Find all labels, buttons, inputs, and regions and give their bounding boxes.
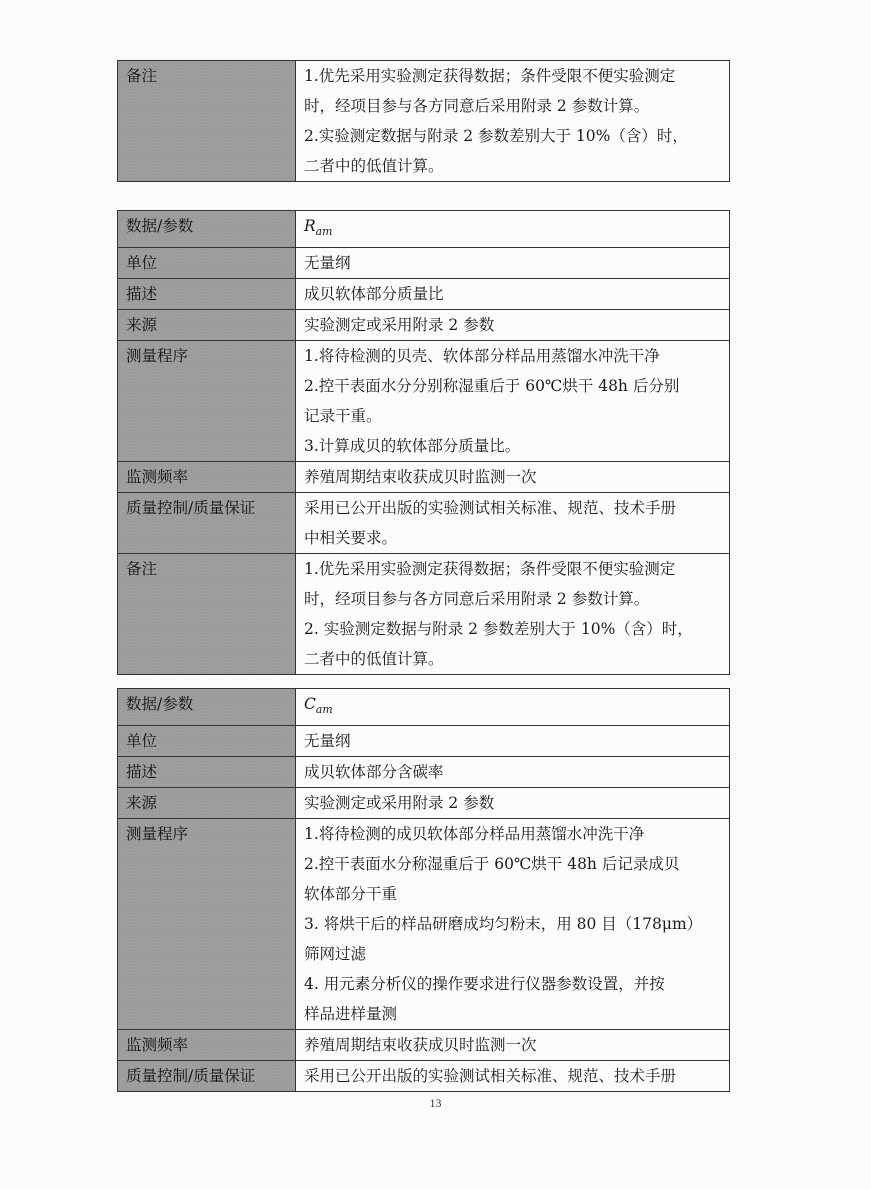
text-line: 2.控干表面水分分别称湿重后于 60℃烘干 48h 后分别: [304, 377, 680, 396]
param-table-ram: [117, 210, 730, 675]
row-label: 数据/参数: [118, 211, 296, 248]
text-line: 记录干重。: [304, 407, 382, 426]
qc-value: 采用已公开出版的实验测试相关标准、规范、技术手册: [296, 1061, 730, 1092]
table-row: [118, 462, 730, 493]
frequency-value: 养殖周期结束收获成贝时监测一次: [296, 1030, 730, 1061]
table-row: [118, 726, 730, 757]
row-label: 单位: [118, 726, 296, 757]
table-row: [118, 279, 730, 310]
table-row: [118, 248, 730, 279]
unit-value: 无量纲: [296, 726, 730, 757]
table-row: [118, 757, 730, 788]
symbol-main: C: [304, 695, 316, 713]
table-row: [118, 493, 730, 554]
text-line: 1.将待检测的贝壳、软体部分样品用蒸馏水冲洗干净: [304, 347, 660, 366]
row-label: 监测频率: [118, 462, 296, 493]
row-label: 描述: [118, 279, 296, 310]
row-label: 来源: [118, 310, 296, 341]
text-line: 3. 将烘干后的样品研磨成均匀粉末，用 80 目（178μm）: [304, 915, 703, 934]
row-label: 监测频率: [118, 1030, 296, 1061]
row-label: 质量控制/质量保证: [118, 493, 296, 554]
text-line: 2. 实验测定数据与附录 2 参数差别大于 10%（含）时，: [304, 620, 693, 639]
row-label: 测量程序: [118, 819, 296, 1030]
row-label: 描述: [118, 757, 296, 788]
table-row: [118, 689, 730, 726]
desc-value: 成贝软体部分含碳率: [296, 757, 730, 788]
unit-value: 无量纲: [296, 248, 730, 279]
table-row: [118, 554, 730, 675]
text-line: 软体部分干重: [304, 885, 398, 904]
table-row: [118, 1030, 730, 1061]
param-table-continuation: [117, 60, 730, 182]
param-symbol: [296, 211, 730, 248]
table-row: [118, 819, 730, 1030]
text-line: 筛网过滤: [304, 945, 367, 964]
text-line: 4. 用元素分析仪的操作要求进行仪器参数设置，并按: [304, 975, 665, 994]
symbol-sub: am: [315, 703, 333, 717]
row-label: 备注: [118, 554, 296, 675]
table-row: [118, 1061, 730, 1092]
note-value: [296, 61, 730, 182]
qc-value: [296, 493, 730, 554]
note-value: [296, 554, 730, 675]
row-label: 备注: [118, 61, 296, 182]
row-label: 数据/参数: [118, 689, 296, 726]
text-line: 时，经项目参与各方同意后采用附录 2 参数计算。: [304, 590, 650, 609]
desc-value: 成贝软体部分质量比: [296, 279, 730, 310]
text-line: 1.优先采用实验测定获得数据；条件受限不便实验测定: [304, 560, 676, 579]
param-symbol: [296, 689, 730, 726]
text-line: 2.控干表面水分称湿重后于 60℃烘干 48h 后记录成贝: [304, 855, 680, 874]
table-row: [118, 341, 730, 462]
procedure-value: [296, 341, 730, 462]
table-row: [118, 61, 730, 182]
table-row: [118, 788, 730, 819]
text-line: 1.优先采用实验测定获得数据；条件受限不便实验测定: [304, 67, 676, 85]
page-number: 13: [429, 1096, 442, 1110]
row-label: 来源: [118, 788, 296, 819]
text-line: 二者中的低值计算。: [304, 650, 444, 669]
symbol-sub: am: [315, 225, 333, 239]
text-line: 采用已公开出版的实验测试相关标准、规范、技术手册: [304, 499, 677, 518]
frequency-value: 养殖周期结束收获成贝时监测一次: [296, 462, 730, 493]
text-line: 1.将待检测的成贝软体部分样品用蒸馏水冲洗干净: [304, 825, 645, 844]
row-label: 测量程序: [118, 341, 296, 462]
source-value: 实验测定或采用附录 2 参数: [296, 788, 730, 819]
param-table-cam: [117, 688, 730, 1092]
row-label: 单位: [118, 248, 296, 279]
row-label: 质量控制/质量保证: [118, 1061, 296, 1092]
procedure-value: [296, 819, 730, 1030]
text-line: 样品进样量测: [304, 1005, 398, 1024]
symbol-main: R: [304, 217, 316, 235]
text-line: 中相关要求。: [304, 529, 398, 548]
text-line: 2.实验测定数据与附录 2 参数差别大于 10%（含）时，: [304, 127, 688, 145]
table-row: [118, 310, 730, 341]
text-line: 二者中的低值计算。: [304, 157, 444, 175]
source-value: 实验测定或采用附录 2 参数: [296, 310, 730, 341]
text-line: 时，经项目参与各方同意后采用附录 2 参数计算。: [304, 97, 650, 115]
text-line: 3.计算成贝的软体部分质量比。: [304, 437, 521, 456]
table-row: [118, 211, 730, 248]
